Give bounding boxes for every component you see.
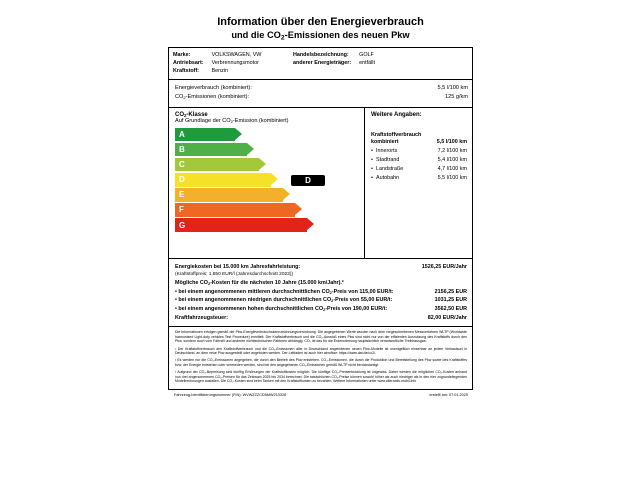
co2-emission-value: 125 g/km (444, 94, 468, 101)
item-label: Landstraße (376, 165, 404, 172)
vin-text: Fahrzeug-Identifizierungsnummer (FIN): WVWZZZCD5MW210326 (174, 393, 287, 398)
co2-class-marker: D (291, 175, 325, 186)
kraftstoffverbrauch-heading: Kraftstoffverbrauch (371, 131, 422, 138)
bar-arrow-icon (283, 188, 290, 200)
vehicle-left-column (173, 51, 293, 76)
co2-class-bar-d (175, 173, 271, 187)
page-title (168, 16, 473, 43)
kraftfahrzeugsteuer-value: 82,00 EUR/Jahr (427, 314, 467, 321)
consumption-row (175, 84, 468, 94)
kombiniert-label: kombiniert (371, 139, 399, 146)
co2-emission-label: $CO_2$-Emissionen (kombiniert): (175, 94, 250, 101)
bar-arrow-icon (259, 158, 266, 170)
energiekosten-row (175, 263, 467, 272)
co2-kosten-value: 2156,25 EUR (434, 288, 467, 295)
item-value: 4,7 l/100 km (437, 165, 467, 172)
fineprint-paragraph: ³ Aufgrund der CO₂-Bepreisung sind künftig Erhöhungen der Kraftstoffkosten möglich. Die künftige CO₂-Preisentwicklung ist ungewiss. Daher werden die möglichen CO₂-Kosten anhand von drei angenommenen CO₂-Preisen für das Zeitraum 2025 bis 2034 berechnet. Die tatsächlichen CO₂-Preise können sowohl höher als auch niedriger als in den hier zugrundeliegenden Modellrechnungen ausfallen. Die CO₂-Kosten sind beim Tanken mit den Kraftstoffkosten zu bezahlen. Weitere Informationen unter www.alternativ-mobil.info (175, 370, 467, 384)
bar-arrow-icon (271, 173, 278, 185)
consumption-row (175, 93, 468, 103)
document-footer (168, 390, 473, 399)
created-date: erstellt am: 07.01.2025 (429, 393, 468, 398)
co2-class-bar-label: B (179, 145, 185, 155)
marke-label: Marke: (173, 51, 191, 58)
vehicle-right-labels (293, 51, 351, 76)
marke-value: VOLKSWAGEN, VW (211, 51, 262, 58)
costs-box (168, 259, 473, 328)
title-line-2: und die $CO_2$-Emissionen des neuen Pkw (231, 29, 410, 42)
co2-class-bar-label: C (179, 160, 185, 170)
weitere-angaben-heading: Weitere Angaben: (371, 111, 422, 118)
co2-class-subheading: Auf Grundlage der $CO_2$-Emission (kombiniert) (175, 117, 289, 124)
item-label: Autobahn (376, 174, 400, 181)
co2-class-bar-label: A (179, 129, 185, 139)
item-value: 5,4 l/100 km (437, 156, 467, 163)
vehicle-left-labels (173, 51, 204, 76)
bar-arrow-icon (295, 203, 302, 215)
energieverbrauch-value: 5,5 l/100 km (437, 84, 468, 91)
bullet-icon: • (371, 156, 373, 163)
co2-class-bar-a (175, 128, 235, 142)
energy-label-sheet (168, 16, 473, 399)
kraftfahrzeugsteuer-row (175, 314, 467, 323)
co2-kosten-value: 1031,25 EUR (434, 297, 467, 304)
co2-class-bar-g (175, 218, 307, 232)
co2-class-bar-label: D (179, 175, 185, 185)
co2-class-box (168, 108, 473, 259)
antriebsart-value: Verbrennungsmotor (211, 59, 259, 66)
kraftfahrzeugsteuer-label: Kraftfahrzeugsteuer: (175, 314, 229, 321)
co2-kosten-row (175, 305, 467, 314)
co2-class-bar-b (175, 143, 247, 157)
bullet-icon: • (371, 174, 373, 181)
bullet-icon: • (371, 148, 373, 155)
co2-class-bar-label: G (179, 220, 186, 230)
co2-class-bar-e (175, 188, 283, 202)
co2-kosten-value: 3562,50 EUR (434, 305, 467, 312)
fineprint-paragraph: ¹ Der Kraftstoffverbrauch den Kraftstoffverbrauch und die CO₂-Emissionen aller in Deutschland angebotenen neuen Pkw-Modelle ist unentgeltlich einsehbar an jedem Verkaufsort in Deutschland, an dem neue Pkw ausgestellt oder angeboten werden. Der Leitfaden ist auch hier abrufbar: https://www.dat.de/co2/. (175, 346, 467, 356)
co2-class-heading: $CO_2$-Klasse (175, 111, 208, 118)
co2-class-bar-c (175, 158, 259, 172)
co2-class-bar-f (175, 203, 295, 217)
anderer-energietraeger-label: anderer Energieträger: (293, 59, 352, 66)
vehicle-right-column (293, 51, 468, 76)
fineprint-box (168, 327, 473, 390)
item-label: Innerorts (376, 148, 398, 155)
co2-class-bars (175, 128, 359, 232)
co2-class-scale (169, 108, 365, 258)
handelsbezeichnung-value: GOLF (359, 51, 374, 58)
kraftstoff-label: Kraftstoff: (173, 68, 200, 75)
co2-kosten-label: • bei einem angenommenen mittleren durchschnittlichen $CO_2$-Preis von 115,00 EUR/t: (175, 288, 394, 295)
kombiniert-row (371, 139, 467, 145)
bar-arrow-icon (307, 218, 314, 230)
kombiniert-value: 5,5 l/100 km (436, 139, 467, 146)
co2-kosten-row (175, 288, 467, 297)
energiekosten-value: 1526,25 EUR/Jahr (421, 263, 467, 270)
weitere-angaben-item (371, 165, 467, 174)
co2-class-bar-label: F (179, 205, 184, 215)
antriebsart-label: Antriebsart: (173, 59, 204, 66)
fineprint-paragraph: Die Informationen erfolgen gemäß der Pkw-Energieverbrauchskennzeichnungsverordnung. Die angegebenen Werte wurden nach dem vorgeschriebenen Messverfahren WLTP (Worldwide harmonised Light-duty vehicles Test Procedure) ermittelt. Der Kraftstoffverbrauch und die CO₂-Ausstoß eines Pkw sind nicht nur von der effizienten Ausnutzung des Kraftstoffs durch den Pkw, sondern auch vom Fahrstil und anderen nichttechnischen Faktoren abhängig. CO₂ ist das für die Erderwärmung hauptsächlich verantwortliche Treibhausgas. (175, 330, 467, 344)
co2-kosten-label: • bei einem angenommenen hohen durchschnittlichen $CO_2$-Preis von 190,00 EUR/t: (175, 305, 388, 312)
co2-class-bar-label: E (179, 190, 185, 200)
weitere-angaben-item (371, 174, 467, 183)
co2-kosten-heading: Mögliche $CO_2$-Kosten für die nächsten 10 Jahre (15.000 km/Jahr).² (175, 280, 344, 287)
energiekosten-label: Energiekosten bei 15.000 km Jahresfahrleistung: (175, 263, 301, 270)
weitere-angaben-list (371, 147, 467, 183)
kraftstoffpreis-basis: (Kraftstoffpreis: 1,850 EUR/l (Jahresdurchschnitt 2023)) (175, 272, 294, 278)
weitere-angaben (365, 108, 472, 258)
bar-arrow-icon (247, 143, 254, 155)
bullet-icon: • (371, 165, 373, 172)
weitere-angaben-item (371, 147, 467, 156)
co2-kosten-row (175, 296, 467, 305)
vehicle-right-values (351, 51, 375, 76)
co2-kosten-lines (175, 288, 467, 314)
energieverbrauch-label: Energieverbrauch (kombiniert): (175, 84, 252, 91)
bar-arrow-icon (235, 128, 242, 140)
fineprint-paragraph: ² Es werden nur die CO₂-Emissionen angegeben, die durch den Betrieb des Pkw entstehen. CO₂-Emissionen, die durch die Produktion und Bereitstellung des Pkw sowie des Kraftstoffes bzw. der Energie entstehen oder vermieden werden, sind bei den angegebenen CO₂-Emissionen gemäß WLTP nicht berücksichtigt. (175, 358, 467, 367)
vehicle-left-values (204, 51, 262, 76)
item-label: Stadtrand (376, 156, 400, 163)
handelsbezeichnung-label: Handelsbezeichnung: (293, 51, 349, 58)
weitere-angaben-item (371, 156, 467, 165)
kraftstoff-value: Benzin (211, 68, 229, 75)
item-value: 7,2 l/100 km (437, 148, 467, 155)
consumption-box (168, 80, 473, 108)
anderer-energietraeger-value: entfällt (359, 59, 376, 66)
title-line-1: Information über den Energieverbrauch (217, 16, 424, 28)
vehicle-info-box (168, 47, 473, 80)
item-value: 5,5 l/100 km (437, 174, 467, 181)
co2-kosten-label: • bei einem angenommenen niedrigen durchschnittlichen $CO_2$-Preis von 55,00 EUR/t: (175, 297, 393, 304)
